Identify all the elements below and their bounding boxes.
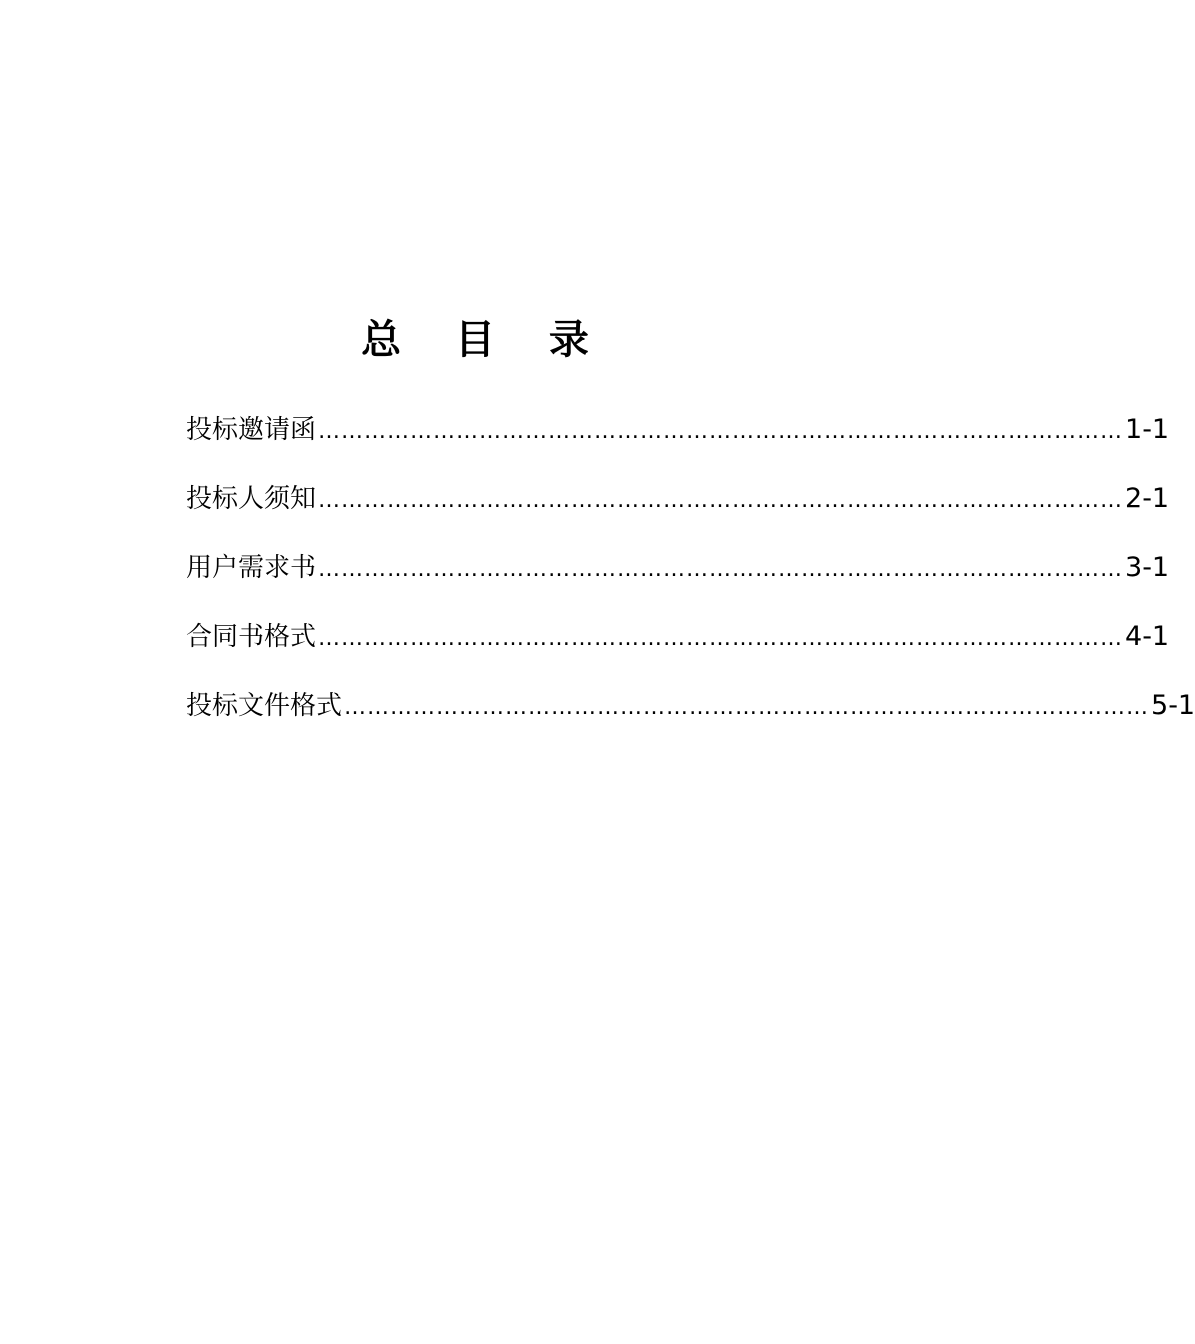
toc-entry-page: 3-1 <box>1125 552 1170 583</box>
toc-dot-leader: …………………………………………………………………………………………… <box>344 695 1150 720</box>
toc-entry[interactable] <box>186 408 1170 477</box>
toc-dot-leader: …………………………………………………………………………………………… <box>318 488 1124 513</box>
toc-entry-label: 投标文件格式 <box>186 691 343 721</box>
toc-entry-label: 投标邀请函 <box>186 415 317 445</box>
toc-entry-page: 4-1 <box>1125 621 1170 652</box>
toc-entry[interactable] <box>186 684 1195 753</box>
toc-entry-label: 用户需求书 <box>186 553 317 583</box>
toc-entry-page: 1-1 <box>1125 414 1170 445</box>
toc-entry-page: 5-1 <box>1151 690 1195 721</box>
toc-entry[interactable] <box>186 615 1170 684</box>
toc-dot-leader: …………………………………………………………………………………………… <box>318 557 1124 582</box>
toc-entry-label: 合同书格式 <box>186 622 317 652</box>
table-of-contents <box>186 408 1195 753</box>
toc-title: 总 目 录 <box>361 316 609 363</box>
toc-entry[interactable] <box>186 477 1170 546</box>
toc-dot-leader: …………………………………………………………………………………………… <box>318 419 1124 444</box>
toc-entry-page: 2-1 <box>1125 483 1170 514</box>
toc-entry-label: 投标人须知 <box>186 484 317 514</box>
toc-entry[interactable] <box>186 546 1170 615</box>
toc-dot-leader: …………………………………………………………………………………………… <box>318 626 1124 651</box>
